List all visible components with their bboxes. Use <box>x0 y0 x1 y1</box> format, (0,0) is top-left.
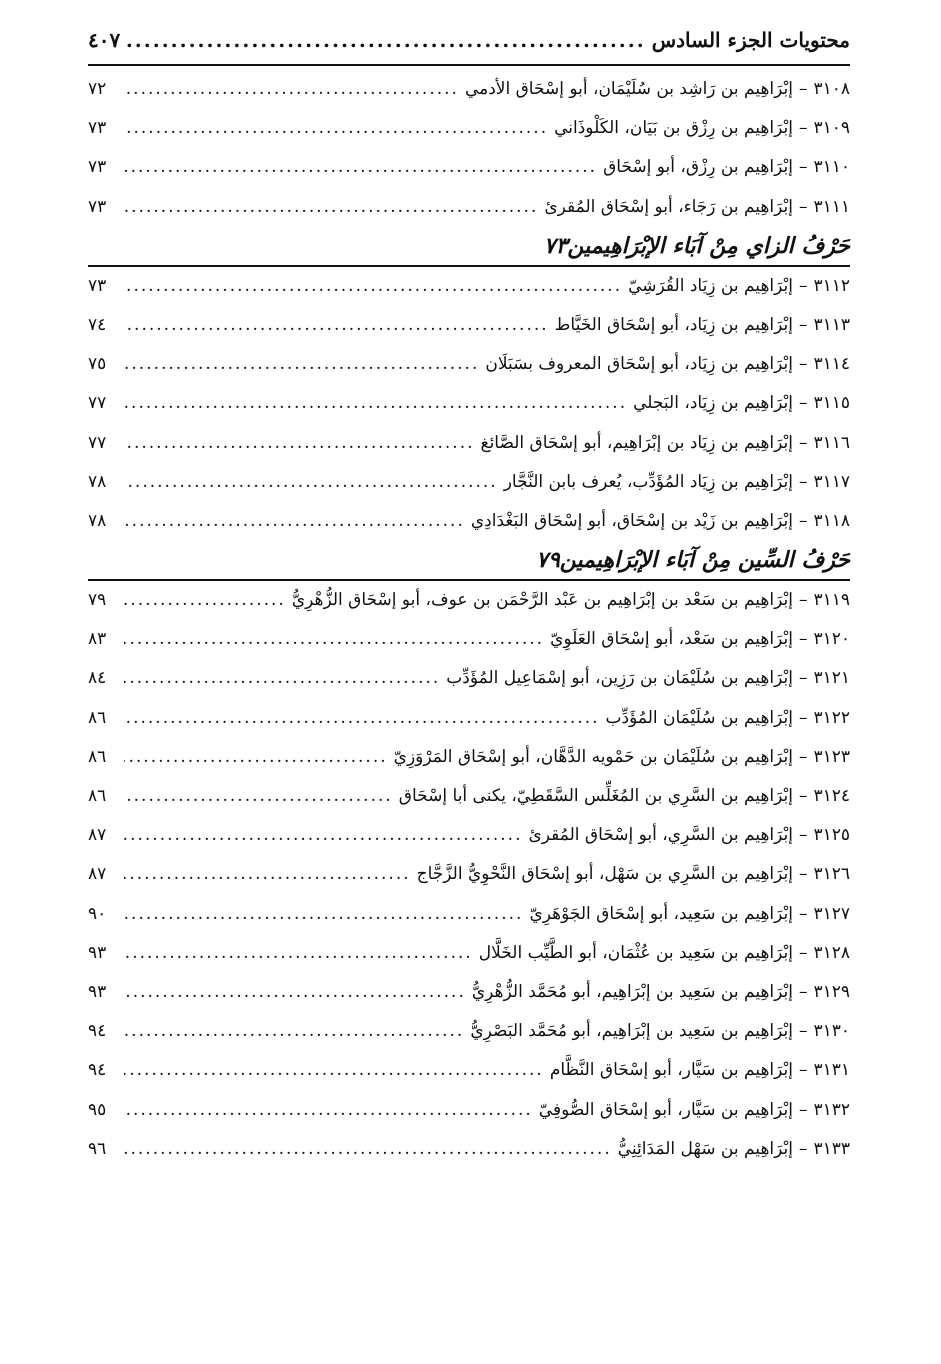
entry-number: ٣١١٦ <box>813 432 850 453</box>
entry-dash: – <box>798 432 808 453</box>
leader-dots <box>124 384 627 423</box>
entry-page-number: ٨٦ <box>88 786 107 806</box>
entry-dash: – <box>798 668 808 689</box>
toc-entry <box>88 934 850 973</box>
leader-dots <box>124 345 479 384</box>
toc-entry <box>88 1091 850 1130</box>
entry-dash: – <box>798 1060 808 1081</box>
leader-dots <box>124 581 286 620</box>
leader-dots <box>124 1130 612 1169</box>
toc-entry <box>88 738 850 777</box>
entry-title: إبْرَاهِيم بن سَيَّار، أبو إسْحَاق النَّظَّام <box>549 1060 793 1081</box>
leader-dots <box>124 855 411 894</box>
toc-entry <box>88 855 850 894</box>
entry-dash: – <box>798 471 808 492</box>
entry-title: إبْرَاهِيم بن رَاشِد بن سُلَيْمَان، أبو إسْحَاق الأدمي <box>464 79 793 99</box>
entry-title: إبْرَاهِيم بن سُلَيْمَان المُؤَدِّب <box>605 707 793 728</box>
entry-title: إبْرَاهِيم بن سُلَيْمَان بن رَزِين، أبو إسْمَاعِيل المُؤَدِّب <box>446 668 793 689</box>
entry-number: ٣١١٨ <box>813 510 850 531</box>
entry-dash: – <box>798 903 808 924</box>
section-page-number: ٧٣ <box>543 232 568 259</box>
entry-page-number: ٨٦ <box>88 707 107 728</box>
entry-title: إبْرَاهِيم بن زِيَاد، أبو إسْحَاق الخَيَّاط <box>554 314 793 335</box>
entry-number: ٣١١٠ <box>813 157 850 178</box>
entry-number: ٣١١٥ <box>813 393 850 414</box>
entry-dash: – <box>798 981 808 1002</box>
toc-entry <box>88 345 850 384</box>
toc-entry <box>88 1130 850 1169</box>
entry-dash: – <box>798 1138 808 1159</box>
entry-title: إبْرَاهِيم بن رَجَاء، أبو إسْحَاق المُقرئ <box>544 196 793 217</box>
entry-page-number: ٩٠ <box>88 903 107 924</box>
entry-page-number: ٧٩ <box>88 590 107 611</box>
entry-page-number: ٧٢ <box>88 79 107 99</box>
leader-dots <box>124 816 523 855</box>
header-page-number: ٤٠٧ <box>88 28 121 52</box>
entry-dash: – <box>798 590 808 611</box>
entry-number: ٣١١٧ <box>813 471 850 492</box>
entry-page-number: ٩٣ <box>88 942 107 963</box>
entry-page-number: ٩٤ <box>88 1021 107 1042</box>
entry-page-number: ٧٥ <box>88 354 107 375</box>
entry-title: إبْرَاهِيم بن سَعِيد بن إبْرَاهِيم، أبو مُحَمَّد البَصْرِيُّ <box>470 1021 793 1042</box>
entry-number: ٣١٢١ <box>813 668 850 689</box>
entry-page-number: ٨٦ <box>88 746 107 767</box>
entry-number: ٣١٢٥ <box>813 825 850 846</box>
entry-title: إبْرَاهِيم بن زَيْد بن إسْحَاق، أبو إسْحَاق البَغْدَادِي <box>470 510 793 531</box>
entry-dash: – <box>798 825 808 846</box>
toc-entry <box>88 70 850 109</box>
toc-entry <box>88 659 850 698</box>
toc-list <box>88 70 850 1169</box>
entry-title: إبْرَاهِيم بن سَعِيد، أبو إسْحَاق الجَوْهَرِيّ <box>529 903 793 924</box>
page-header <box>88 28 850 66</box>
leader-dots <box>124 1091 533 1130</box>
entry-title: إبْرَاهِيم بن زِيَاد القُرَشِيّ <box>628 275 793 296</box>
entry-dash: – <box>798 79 808 99</box>
leader-dots <box>124 267 622 306</box>
entry-title: إبْرَاهِيم بن سَيَّار، أبو إسْحَاق الصُّوفِيّ <box>538 1099 793 1120</box>
entry-number: ٣١١٢ <box>813 275 850 296</box>
entry-number: ٣١٠٨ <box>813 79 850 99</box>
entry-page-number: ٨٧ <box>88 864 107 885</box>
leader-dots <box>124 1012 464 1051</box>
entry-number: ٣١٢٣ <box>813 746 850 767</box>
leader-dots <box>124 699 600 738</box>
entry-page-number: ٧٨ <box>88 510 107 531</box>
header-leader-dots <box>126 28 645 52</box>
entry-page-number: ٧٧ <box>88 432 107 453</box>
entry-page-number: ٩٦ <box>88 1138 107 1159</box>
entry-title: إبْرَاهِيم بن سَعِيد بن إبْرَاهِيم، أبو مُحَمَّد الزُّهْرِيُّ <box>471 981 793 1002</box>
entry-dash: – <box>798 786 808 806</box>
entry-title: إبْرَاهِيم بن رِزْق، أبو إسْحَاق <box>603 157 793 178</box>
toc-entry <box>88 777 850 816</box>
entry-number: ٣١٢٨ <box>813 942 850 963</box>
leader-dots <box>124 973 466 1012</box>
entry-number: ٣١٢٢ <box>813 707 850 728</box>
entry-number: ٣١١٤ <box>813 354 850 375</box>
leader-dots <box>124 777 393 816</box>
toc-entry <box>88 699 850 738</box>
toc-entry <box>88 816 850 855</box>
leader-dots <box>124 463 498 502</box>
entry-dash: – <box>798 157 808 178</box>
entry-dash: – <box>798 118 808 139</box>
entry-page-number: ٨٣ <box>88 629 107 650</box>
entry-dash: – <box>798 196 808 217</box>
leader-dots <box>124 1051 544 1090</box>
entry-number: ٣١٣٠ <box>813 1021 850 1042</box>
entry-title: إبْرَاهِيم بن سَعْد بن إبْرَاهِيم بن عَبْد الرَّحْمَن بن عوف، أبو إسْحَاق الزُّهْرِيُّ <box>291 590 793 611</box>
toc-entry <box>88 148 850 187</box>
leader-dots <box>124 306 549 345</box>
toc-entry <box>88 463 850 502</box>
entry-page-number: ٧٣ <box>88 275 107 296</box>
entry-dash: – <box>798 707 808 728</box>
section-page-number: ٧٩ <box>536 547 560 574</box>
entry-title: إبْرَاهِيم بن سُلَيْمَان بن حَمْويه الدَّهَّان، أبو إسْحَاق المَرْوَزِيّ <box>393 746 793 767</box>
entry-dash: – <box>798 314 808 335</box>
entry-title: إبْرَاهِيم بن السَّرِي بن سَهْل، أبو إسْحَاق النَّحْوِيُّ الزَّجَّاج <box>416 864 793 885</box>
entry-title: إبْرَاهِيم بن زِيَاد بن إبْرَاهِيم، أبو إسْحَاق الصَّائغ <box>480 432 793 453</box>
entry-page-number: ٧٣ <box>88 157 107 178</box>
entry-title: إبْرَاهِيم بن سَعْد، أبو إسْحَاق العَلَوِيّ <box>550 629 793 650</box>
toc-entry <box>88 581 850 620</box>
entry-title: إبْرَاهِيم بن سَهْل المَدَائِنِيُّ <box>617 1138 793 1159</box>
leader-dots <box>124 109 548 148</box>
leader-dots <box>124 738 388 777</box>
entry-dash: – <box>798 864 808 885</box>
toc-entry <box>88 973 850 1012</box>
entry-page-number: ٩٥ <box>88 1099 107 1120</box>
entry-number: ٣١٢٤ <box>813 786 850 806</box>
entry-title: إبْرَاهِيم بن زِيَاد، البَجلي <box>633 393 793 414</box>
entry-number: ٣١٢٧ <box>813 903 850 924</box>
toc-entry <box>88 1051 850 1090</box>
entry-page-number: ٧٣ <box>88 196 107 217</box>
toc-entry <box>88 188 850 227</box>
entry-page-number: ٧٧ <box>88 393 107 414</box>
leader-dots <box>124 188 538 227</box>
entry-title: إبْرَاهِيم بن سَعِيد بن عُثْمَان، أبو الطَّيِّب الخَلَّال <box>478 942 793 963</box>
toc-entry <box>88 895 850 934</box>
leader-dots <box>124 620 544 659</box>
entry-dash: – <box>798 942 808 963</box>
entry-title: إبْرَاهِيم بن السَّرِي، أبو إسْحَاق المُقرئ <box>528 825 793 846</box>
section-title: حَرْفُ الزاي مِنْ آبَاء الإبْرَاهِيمين <box>567 232 850 259</box>
leader-dots <box>124 895 523 934</box>
entry-dash: – <box>798 629 808 650</box>
leader-dots <box>124 148 597 187</box>
header-title: محتويات الجزء السادس <box>651 28 850 52</box>
entry-page-number: ٧٨ <box>88 471 107 492</box>
toc-entry <box>88 502 850 541</box>
entry-dash: – <box>798 746 808 767</box>
section-title: حَرْفُ السِّين مِنْ آبَاء الإبْرَاهِيمين <box>559 547 850 574</box>
entry-page-number: ٨٧ <box>88 825 107 846</box>
section-heading <box>88 541 850 581</box>
entry-number: ٣١٣١ <box>813 1060 850 1081</box>
toc-entry <box>88 424 850 463</box>
entry-dash: – <box>798 354 808 375</box>
toc-entry <box>88 109 850 148</box>
entry-dash: – <box>798 393 808 414</box>
entry-title: إبْرَاهِيم بن زِيَاد، أبو إسْحَاق المعروف بسَبَلَان <box>485 354 793 375</box>
leader-dots <box>124 659 440 698</box>
section-heading <box>88 227 850 267</box>
entry-title: إبْرَاهِيم بن السَّرِي بن المُغَلِّس السَّقَطِيّ، يكنى أبا إسْحَاق <box>398 786 793 806</box>
leader-dots <box>124 424 475 463</box>
entry-page-number: ٩٣ <box>88 981 107 1002</box>
entry-number: ٣١٠٩ <box>813 118 850 139</box>
entry-title: إبْرَاهِيم بن زِيَاد المُؤَدِّب، يُعرف بابن النَّجَّار <box>503 471 793 492</box>
entry-number: ٣١٣٣ <box>813 1138 850 1159</box>
entry-number: ٣١١٩ <box>813 590 850 611</box>
toc-entry <box>88 1012 850 1051</box>
leader-dots <box>124 70 459 109</box>
toc-entry <box>88 384 850 423</box>
toc-entry <box>88 620 850 659</box>
entry-number: ٣١٢٦ <box>813 864 850 885</box>
entry-page-number: ٩٤ <box>88 1060 107 1081</box>
entry-number: ٣١١٣ <box>813 314 850 335</box>
entry-dash: – <box>798 510 808 531</box>
entry-page-number: ٧٤ <box>88 314 107 335</box>
entry-page-number: ٨٤ <box>88 668 107 689</box>
leader-dots <box>124 502 465 541</box>
entry-number: ٣١٢٩ <box>813 981 850 1002</box>
entry-dash: – <box>798 275 808 296</box>
entry-page-number: ٧٣ <box>88 118 107 139</box>
toc-entry <box>88 306 850 345</box>
entry-number: ٣١١١ <box>813 196 850 217</box>
entry-dash: – <box>798 1021 808 1042</box>
toc-entry <box>88 267 850 306</box>
entry-number: ٣١٣٢ <box>813 1099 850 1120</box>
entry-number: ٣١٢٠ <box>813 629 850 650</box>
leader-dots <box>124 934 473 973</box>
entry-title: إبْرَاهِيم بن رِزْق بن بَيَان، الكَلْوذَاني <box>554 118 793 139</box>
entry-dash: – <box>798 1099 808 1120</box>
toc-page <box>88 28 850 1169</box>
